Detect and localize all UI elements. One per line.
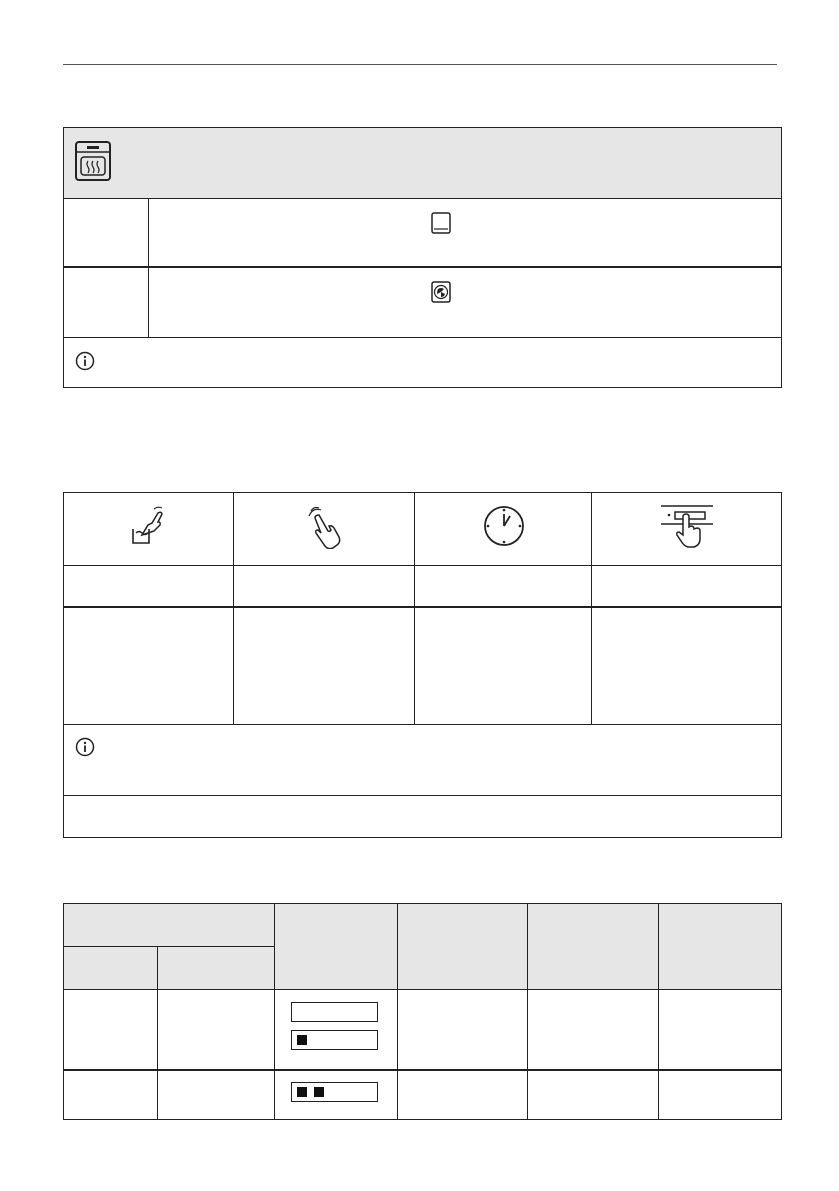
column-divider xyxy=(658,904,659,1119)
row-divider xyxy=(64,989,781,990)
table-row xyxy=(64,269,781,338)
column-divider xyxy=(157,946,158,1119)
column-divider xyxy=(274,904,275,1119)
row-divider xyxy=(64,795,781,796)
fan-symbol-icon xyxy=(431,281,451,303)
column-divider xyxy=(397,904,398,1119)
info-note-row xyxy=(64,338,781,387)
cleaning-steps-table xyxy=(63,492,782,838)
panel-press-icon xyxy=(659,503,715,549)
row-divider xyxy=(64,946,274,947)
heating-function-table xyxy=(63,127,782,388)
column-divider xyxy=(414,493,415,724)
column-divider xyxy=(527,904,528,1119)
level-indicator-bar xyxy=(291,1030,378,1050)
row-divider xyxy=(64,724,781,725)
column-divider xyxy=(591,493,592,724)
row-divider xyxy=(64,565,781,566)
level-indicator-bar xyxy=(291,1002,378,1022)
info-icon xyxy=(75,351,95,371)
hand-cleaning-icon xyxy=(130,505,170,547)
indicator-table xyxy=(63,903,782,1120)
column-divider xyxy=(233,493,234,724)
square-symbol-icon xyxy=(431,212,451,234)
top-rule xyxy=(63,64,777,65)
oven-heating-icon xyxy=(74,140,112,182)
level-indicator-bar xyxy=(291,1082,378,1102)
hand-touch-icon xyxy=(307,503,345,549)
row-divider xyxy=(64,1069,781,1071)
row-divider xyxy=(64,606,781,608)
table-header xyxy=(64,128,781,199)
level-indicator-segment xyxy=(297,1035,307,1045)
table-row xyxy=(64,199,781,268)
info-icon xyxy=(75,737,95,757)
level-indicator-segment xyxy=(314,1087,324,1097)
level-indicator-segment xyxy=(297,1087,307,1097)
clock-icon xyxy=(482,504,526,548)
